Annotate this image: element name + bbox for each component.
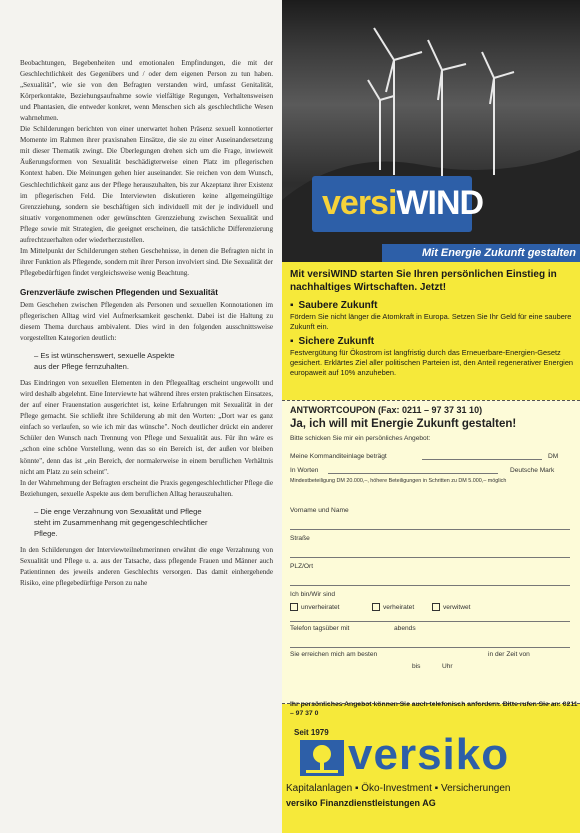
ad-lead: Mit versiWIND starten Sie Ihren persönlichen Einstieg in nachhaltiges Wirtschaften. Jetzt! xyxy=(290,269,557,293)
coupon-header: ANTWORTCOUPON (Fax: 0211 – 97 37 31 10) xyxy=(290,405,483,415)
ad-tagline: Mit Energie Zukunft gestalten xyxy=(382,244,580,262)
dm-label: DM xyxy=(548,453,559,460)
article-paragraph: Die Schilderungen berichten von einer unerwartet hohen Präsenz sexuell konnotierter Momente im Rahmen ihrer praxisnahen Einsätze, die sie zu einer Auseinandersetzung mit dieser Thematik zwingt. Die Überlegungen drehen sich um die Frage, inwieweit Äußerungsformen von Sexualität beschädigterweise einen Platz im pflegerischen Kontext haben. Die Meinungen gehen hier auseinander. Sie reichen von dem Wunsch, Geschlechtlichkeit ganz aus der Pflege herauszuhalten, bis zur Akzeptanz ihrer Existenz im pflegerischen Feld. Die Interviewten diskutieren keine allgemeingültige Grenzziehung, sondern sie beschäftigen sich individuell mit der je individuell und situativ vorgenommenen oder gewünschten Grenzziehung zwischen Sexualität und Pflege sowie mit Strategien, die geeignet erscheinen, die tatsächliche Differenzierung aufrechtzuerhalten oder wiederherzustellen. xyxy=(20,125,273,244)
article-paragraph: In den Schilderungen der Interviewteilnehmerinnen erwähnt die enge Verzahnung von Sexualität und Pflege u. a. aus der Tatsache, dass pflegende Frauen und Männer auch Patientinnen des jeweils anderen Geschlechts versorgen. Das damit einhergehende Risiko, eine pflegebedürftige Person zu nahe xyxy=(20,545,273,587)
bullet-text: Festvergütung für Ökostrom ist langfristig durch das Erneuerbare-Energien-Gesetz gesichert. Erklärtes Ziel aller politischen Parteien ist, den Anteil regenerativer Energien europaweit auf 10% anzuheben. xyxy=(290,348,574,377)
tree-house-icon xyxy=(300,740,344,776)
article-column xyxy=(20,58,273,589)
pull-quote xyxy=(34,506,273,539)
section-heading: Grenzverläufe zwischen Pflegenden und Sexualität xyxy=(20,287,218,297)
family-option[interactable] xyxy=(432,603,470,611)
street-field[interactable] xyxy=(290,557,570,558)
checkbox[interactable] xyxy=(432,603,440,611)
option-label: unverheiratet xyxy=(301,603,340,611)
checkbox[interactable] xyxy=(372,603,380,611)
plz-field[interactable] xyxy=(290,585,570,586)
family-status-label: Ich bin/Wir sind xyxy=(290,591,336,598)
pull-quote-line: aus der Pflege fernzuhalten. xyxy=(34,362,129,372)
pull-quote-line: – Die enge Verzahnung von Sexualität und Pflege xyxy=(34,506,202,516)
checkbox[interactable] xyxy=(290,603,298,611)
amount-field[interactable] xyxy=(422,459,542,460)
phone-field[interactable] xyxy=(290,621,570,622)
time-unit-label: Uhr xyxy=(442,663,453,670)
time-from-label: in der Zeit von xyxy=(488,651,530,658)
in-words-field[interactable] xyxy=(328,473,498,474)
phone-day-label: Telefon tagsüber mit xyxy=(290,625,350,632)
since-label: Seit 1979 xyxy=(294,728,329,737)
minimum-note: Mindestbeteiligung DM 20.000,–, höhere Beteiligungen in Schritten zu DM 5.000,– möglich xyxy=(290,478,507,484)
ad-footer xyxy=(282,783,580,808)
coupon-title: Ja, ich will mit Energie Zukunft gestalten! xyxy=(290,418,517,430)
logo-part: versi xyxy=(322,184,397,222)
article-paragraph: Das Eindringen von sexuellen Elementen in den Pflegealltag erscheint ungewollt und wird deshalb abgelehnt. Eine Interviewte hat während ihres ersten praktischen Einsatzes, der auf einer Frauenstation ausgerichtet ist, keine Erfahrungen mit Sexualität in der Pflege gemacht. Sie schließt ihre Schilderung ab mit den Worten: „Dort war es ganz einfach so verlaufen, so wie ich mir das wünsche". Noch deutlicher drückt ein anderer Schüler den Wunsch nach Trennung von Pflege und Sexualität aus. Für ihn wäre es „schon eine schöne Vorstellung, wenn das so ein Bereich ist, der außen vor bleiben könnte", denn das ist „ein Bereich, der normalerweise in einem beruflichen Verhältnis nicht am Platz zu sein scheint". xyxy=(20,379,273,476)
response-coupon xyxy=(282,400,580,704)
pull-quote-line: steht im Zusammenhang mit gegengeschlechtlicher xyxy=(34,517,208,527)
coupon-intro: Bitte schicken Sie mir ein persönliches Angebot: xyxy=(290,435,431,442)
bullet-heading: ▪ Saubere Zukunft xyxy=(290,300,580,311)
bullet-heading: ▪ Sichere Zukunft xyxy=(290,336,580,347)
company-name: versiko Finanzdienstleistungen AG xyxy=(286,798,436,808)
street-label: Straße xyxy=(290,535,310,542)
pull-quote-line: – Es ist wünschenswert, sexuelle Aspekte xyxy=(34,351,175,361)
article-paragraph: In der Wahrnehmung der Befragten erscheint die Praxis gegengeschlechtlicher Pflege die Beziehungen, sexuelle Aspekte aus dem beruflichen Alltag herauszuhalten. xyxy=(20,478,273,498)
amount-label: Meine Kommanditeinlage beträgt xyxy=(290,453,387,460)
option-label: verwitwet xyxy=(443,603,471,611)
wind-turbine-photo xyxy=(282,0,580,262)
option-label: verheiratet xyxy=(383,603,415,611)
phone-evening-label: abends xyxy=(394,625,416,632)
article-paragraph: Beobachtungen, Begebenheiten und emotionalen Empfindungen, die mit der Geschlechtlichkeit des Gegenübers und / oder dem eigenen Person zu tun haben. „Sexualität", wie sie von den Befragten verstanden wird, umfasst Genitalität, Körperkontakte, Beziehungsaufnahme sowie vielfältige Regungen, Verhaltensweisen und Phantasien, die entweder konkret, wenn Menschen sich als geschlechtliche Wesen wahrnehmen. xyxy=(20,59,273,123)
versiwind-logo xyxy=(312,176,484,232)
brand-wordmark: versiko xyxy=(348,730,510,779)
plz-label: PLZ/Ort xyxy=(290,563,314,570)
advertisement xyxy=(282,0,580,833)
currency-label: Deutsche Mark xyxy=(510,467,555,474)
bullet-text: Fördern Sie nicht länger die Atomkraft in Europa. Setzen Sie Ihr Geld für eine saubere Zukunft ein. xyxy=(290,312,572,331)
family-option[interactable] xyxy=(372,603,414,611)
time-to-label: bis xyxy=(412,663,421,670)
phone-order-note: Ihr persönliches Angebot können Sie auch telefonisch anfordern. Bitte rufen Sie an: 0211 – 97 37 0 xyxy=(290,701,578,717)
pull-quote xyxy=(34,350,273,372)
services-line: Kapitalanlagen ▪ Öko-Investment ▪ Versicherungen xyxy=(286,783,511,794)
ad-body xyxy=(290,268,580,380)
name-label: Vorname und Name xyxy=(290,507,349,514)
family-option[interactable] xyxy=(290,603,340,611)
time-field[interactable] xyxy=(290,647,570,648)
article-paragraph: Dem Geschehen zwischen Pflegenden als Personen und sexuellen Konnotationen im pflegerischen Alltag wird viel Aufmerksamkeit geschenkt. Dabei ist die Haltung zu diesem Thema durchaus ambivalent. Dies wird in den folgenden ausschnittsweise vorgestellten Kategorien deutlich: xyxy=(20,300,273,343)
name-field[interactable] xyxy=(290,529,570,530)
in-words-label: In Worten xyxy=(290,467,319,474)
logo-part: WIND xyxy=(396,184,484,222)
time-note: Sie erreichen mich am besten xyxy=(290,651,378,658)
pull-quote-line: Pflege. xyxy=(34,528,58,538)
article-paragraph: Im Mittelpunkt der Schilderungen stehen Geschehnisse, in denen die Befragten nicht in ihrer Funktion als Pflegende, sondern mit ihrer Person involviert sind. Die Sexualität der Pflegebedürftigen findet vergleichsweise wenig Beachtung. xyxy=(20,246,273,277)
